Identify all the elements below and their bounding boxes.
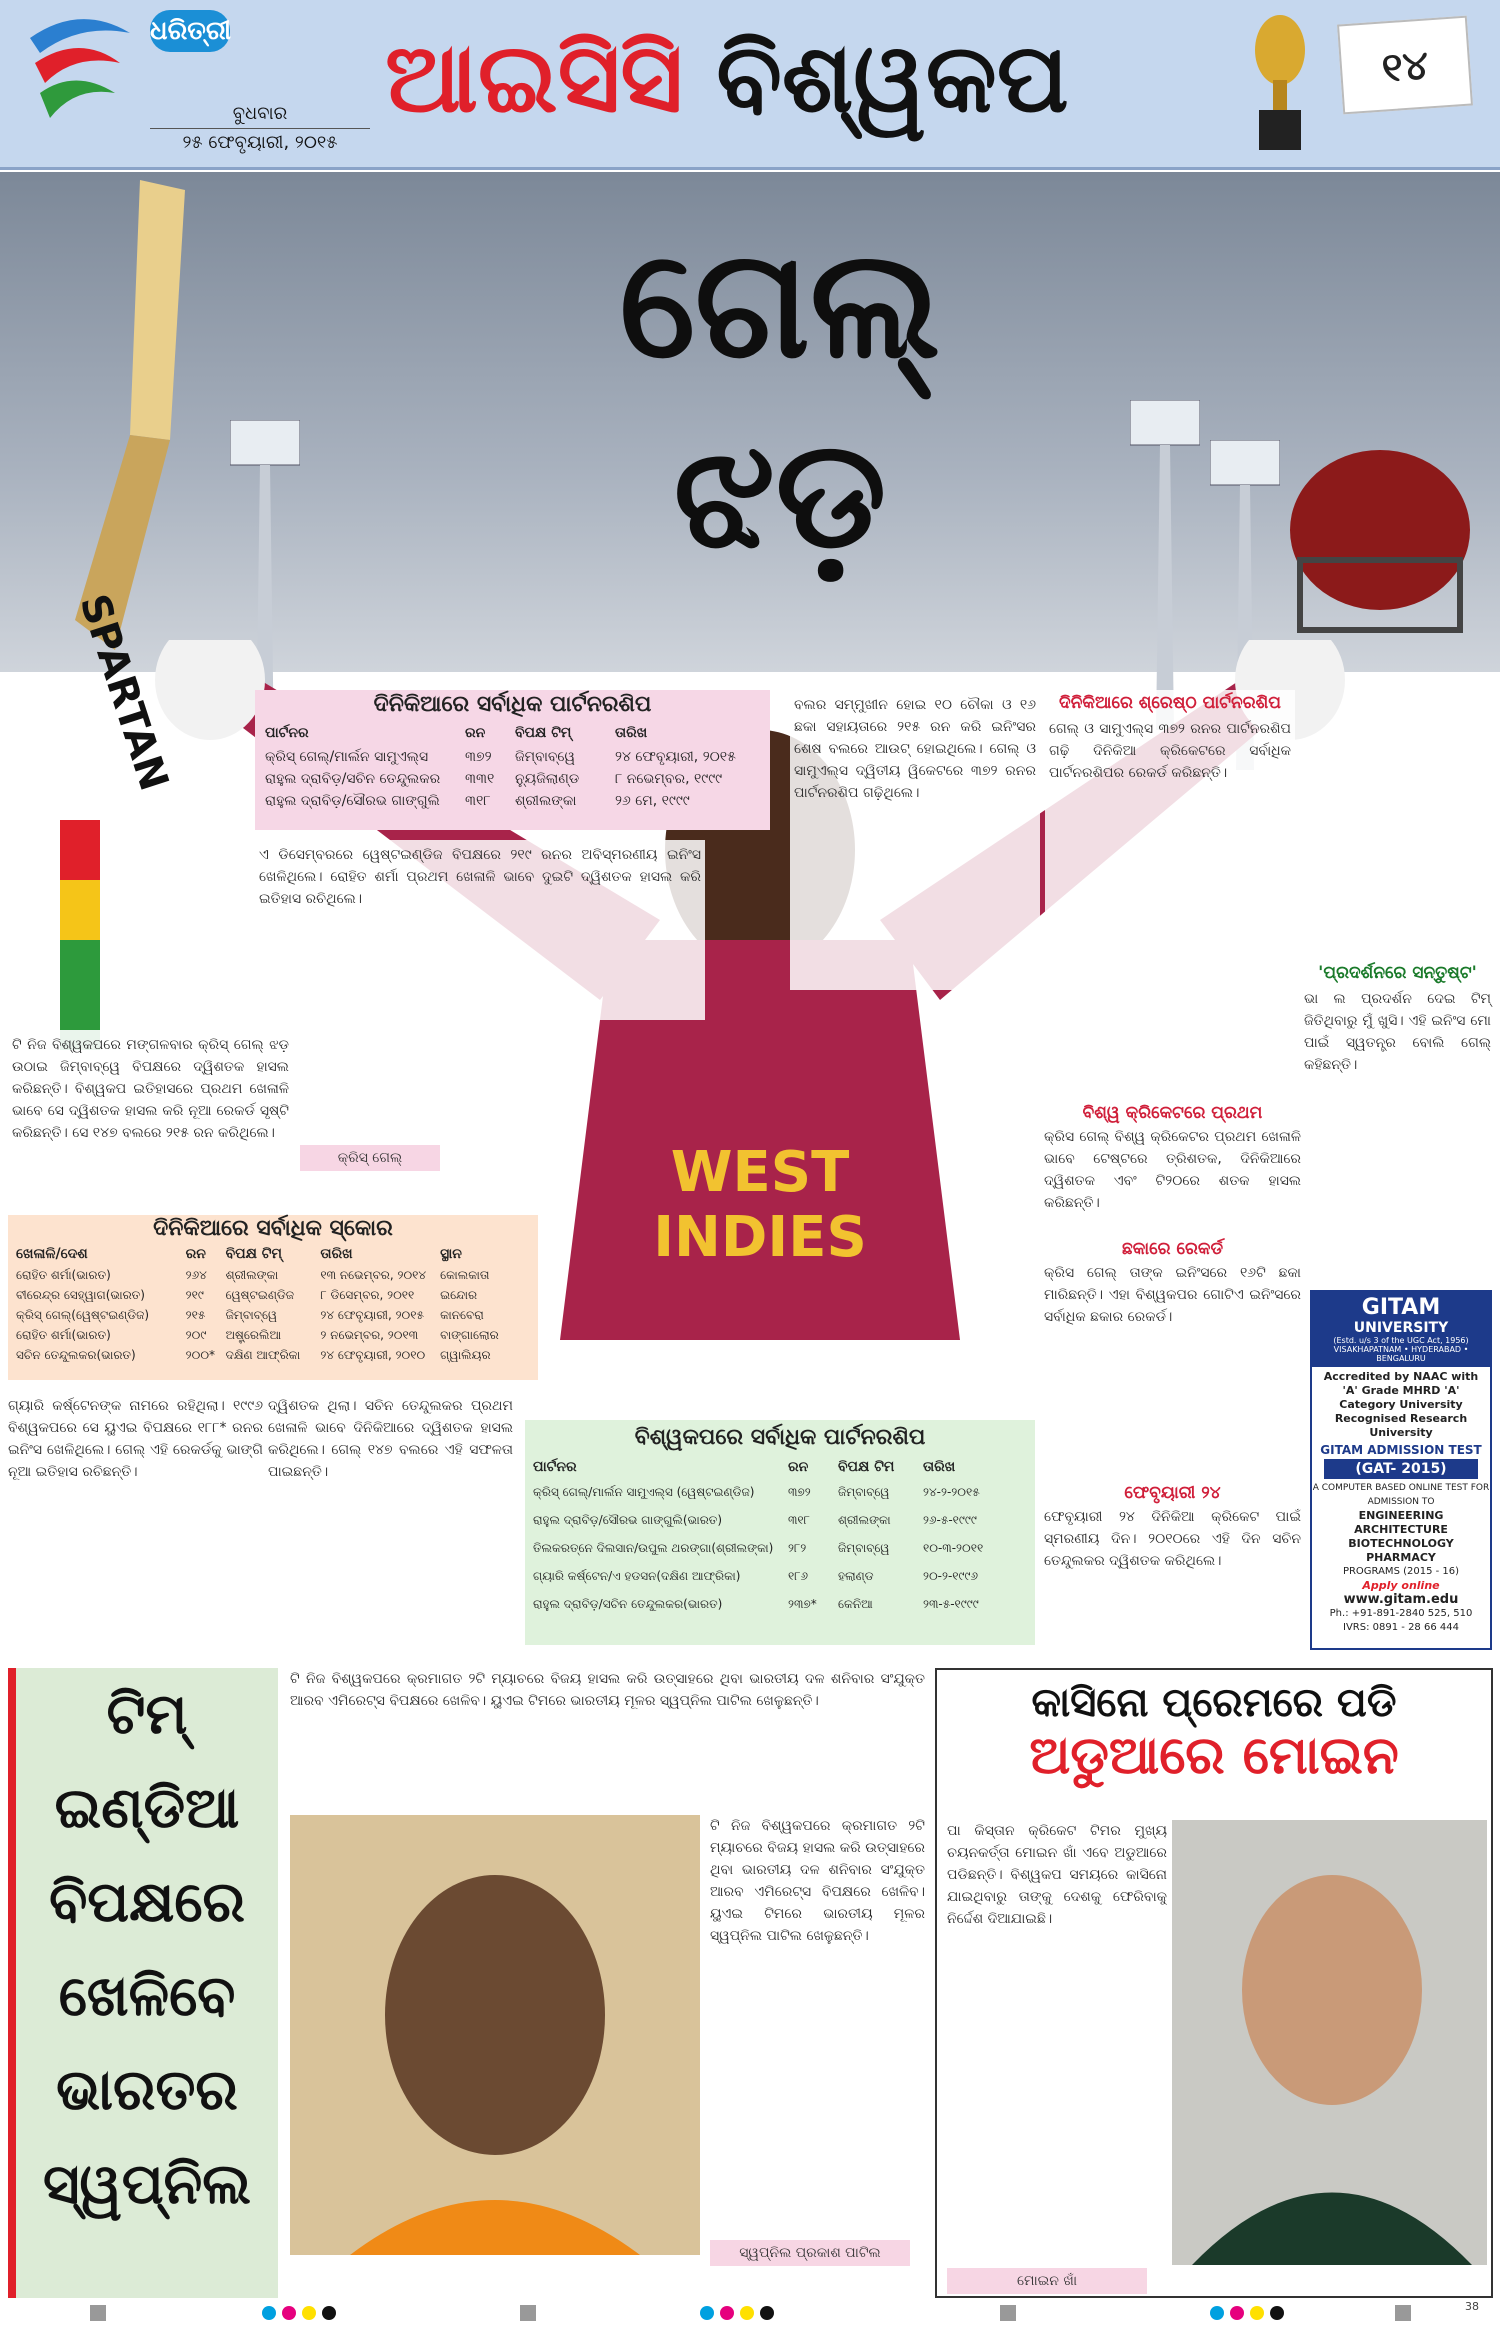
moin-photo	[1172, 1820, 1487, 2265]
table-cell: ଜିମ୍ବାବ୍ୱେ	[838, 1485, 890, 1499]
ad-accreditation: Accredited by NAAC with 'A' Grade MHRD 'A' Category University Recognised Research University	[1323, 1370, 1479, 1439]
article-lower-mid: ଦ୍ୱିଶତକ ଥିଲା। ସଚିନ ତେନ୍ଦୁଲକର ପ୍ରଥମ ଖେଳାଳି ଭାବେ ଦିନିକିଆରେ ଦ୍ୱିଶତକ ହାସଲ କରିଥିଲେ। ଗେଲ୍ ୧୪୭ ବଲରେ ଏହି ସଫଳତା ପାଇଛନ୍ତି।	[268, 1398, 513, 1480]
headline-line: ସ୍ୱପ୍ନିଲ	[43, 2152, 251, 2217]
table-row	[8, 1305, 538, 1325]
ad-test-code: (GAT- 2015)	[1324, 1459, 1478, 1479]
table-cell: ୩୭୨	[788, 1485, 811, 1499]
paper-logo-icon	[20, 8, 140, 128]
daily-partnership-table	[255, 690, 770, 830]
table-cell: କ୍ରିସ୍ ଗେଲ୍(ୱେଷ୍ଟଇଣ୍ଡିଜ)	[16, 1308, 150, 1322]
moin-headline-2: ଅଡୁଆରେ ମୋଇନ	[1029, 1726, 1399, 1786]
headline-line-1: ଗେଲ୍	[619, 218, 941, 392]
color-dot	[720, 2306, 734, 2320]
subhead-text: କ୍ରିସ ଗେଲ୍ ତାଙ୍କ ଇନିଂସରେ ୧୬ଟି ଛକା ମାରିଛନ୍ତି। ଏହା ବିଶ୍ୱକପର ଗୋଟିଏ ଇନିଂସରେ ସର୍ବାଧିକ ଛକାର ରେକର୍ଡ।	[1044, 1265, 1301, 1325]
paper-name-badge: ଧରିତ୍ରୀ	[150, 10, 230, 52]
color-dot	[760, 2306, 774, 2320]
moin-headline-1: କାସିନୋ ପ୍ରେମରେ ପଡି	[1031, 1680, 1397, 1726]
table-cell: ରାହୁଲ ଦ୍ରାବିଡ଼/ସୌରଭ ଗାଙ୍ଗୁଲି	[265, 793, 440, 809]
ad-name2: UNIVERSITY	[1353, 1320, 1449, 1336]
table-row	[525, 1562, 1035, 1590]
table-cell: ୩୧୮	[788, 1513, 810, 1527]
table-cell: ଇନ୍ଦୋର	[440, 1288, 478, 1302]
table-cell: ତିଲକରତ୍ନେ ଦିଲସାନ/ଉପୁଲ ଥରଙ୍ଗା(ଶ୍ରୀଲଙ୍କା)	[533, 1541, 774, 1555]
ad-program: PHARMACY	[1366, 1551, 1436, 1564]
table-cell: ଜିମ୍ବାବ୍ୱେ	[225, 1308, 278, 1322]
svg-text:SPARTAN: SPARTAN	[70, 588, 177, 797]
ad-ivrs: IVRS: 0891 - 28 66 444	[1343, 1622, 1459, 1633]
intro-text: ଏ ଡିସେମ୍ବରରେ ୱେଷ୍ଟଇଣ୍ଡିଜ ବିପକ୍ଷରେ ୨୧୯ ରନର ଅବିସ୍ମରଣୀୟ ଇନିଂସ ଖେଳିଥିଲେ। ରୋହିତ ଶର୍ମା ପ୍ରଥମ ଖେଳାଳି ଭାବେ ଦୁଇଟି ଦ୍ୱିଶତକ ହାସଲ କରି ଇତିହାସ ରଚିଥିଲେ।	[255, 840, 705, 1020]
headline-line: ଇଣ୍ଡିଆ	[54, 1776, 240, 1841]
reg-mark	[90, 2305, 106, 2321]
table-row	[255, 746, 770, 768]
color-dot	[1270, 2306, 1284, 2320]
ad-phone: Ph.: +91-891-2840 525, 510	[1329, 1608, 1473, 1619]
table-title: ବିଶ୍ୱକପରେ ସର୍ବାଧିକ ପାର୍ଟନରଶିପ	[634, 1425, 926, 1450]
table-cell: ଶ୍ରୀଲଙ୍କା	[838, 1513, 891, 1527]
quote-block	[1300, 960, 1495, 1190]
table-cell: କାନବେରା	[440, 1308, 484, 1322]
swapnil-headline-box	[8, 1668, 278, 2298]
subhead-text: ଫେବୃୟାରୀ ୨୪ ଦିନିକିଆ କ୍ରିକେଟ ପାଇଁ ସ୍ମରଣୀୟ ଦିନ। ୨୦୧୦ରେ ଏହି ଦିନ ସଚିନ ତେନ୍ଦୁଲକର ଦ୍ୱିଶତକ କରିଥିଲେ।	[1044, 1509, 1301, 1569]
table-cell: କେନିଆ	[838, 1597, 873, 1611]
table-cell: ୨୮୨	[788, 1541, 807, 1555]
record-sections	[1040, 1100, 1305, 1400]
table-cell: ଗ୍ୟାରି କର୍ଷ୍ଟେନ/ଏ ହଡସନ(ଦକ୍ଷିଣ ଆଫ୍ରିକା)	[533, 1569, 741, 1583]
headline	[420, 210, 1140, 710]
table-row	[255, 790, 770, 812]
table-row	[8, 1345, 538, 1365]
table-cell: ୨୦୯	[185, 1328, 207, 1342]
table-cell: ହଲାଣ୍ଡ	[838, 1569, 874, 1583]
table-cell: ୨୧୯	[185, 1288, 204, 1302]
col-header: ଖେଳାଳି/ଦେଶ	[16, 1246, 88, 1262]
table-cell: ୧୩ ନଭେମ୍ବର, ୨୦୧୪	[320, 1268, 427, 1282]
table-row	[255, 768, 770, 790]
subhead-text: କ୍ରିସ ଗେଲ୍ ବିଶ୍ୱ କ୍ରିକେଟର ପ୍ରଥମ ଖେଳାଳି ଭାବେ ଟେଷ୍ଟରେ ତ୍ରିଶତକ, ଦିନିକିଆରେ ଦ୍ୱିଶତକ ଏବଂ ଟି୨୦ରେ ଶତକ ହାସଲ କରିଛନ୍ତି।	[1044, 1129, 1301, 1211]
color-dot	[740, 2306, 754, 2320]
table-cell: ୮ ନଭେମ୍ବର, ୧୯୯୯	[615, 771, 723, 787]
table-row	[8, 1265, 538, 1285]
wc-partnership-table	[525, 1420, 1035, 1645]
table-cell: ବାଙ୍ଗାଲୋର	[440, 1328, 499, 1342]
subhead: ଦିନିକିଆରେ ଶ୍ରେଷ୍ଠ ପାର୍ଟନରଶିପ	[1059, 693, 1281, 713]
quote-text: ଭା ଲ ପ୍ରଦର୍ଶନ ଦେଇ ଟିମ୍ ଜିତିଥିବାରୁ ମୁଁ ଖୁସି। ଏହି ଇନିଂସ ମୋ ପାଇଁ ସ୍ୱତନ୍ତ୍ର ବୋଲି ଗେଲ୍ କହିଛନ୍ତି।	[1304, 991, 1491, 1073]
subhead-text: ଗେଲ୍ ଓ ସାମୁଏଲ୍ସ ୩୭୨ ରନର ପାର୍ଟନରଶିପ ଗଢ଼ି ଦିନିକିଆ କ୍ରିକେଟରେ ସର୍ବାଧିକ ପାର୍ଟନରଶିପର ରେକର୍ଡ କରିଛନ୍ତି।	[1049, 721, 1291, 781]
table-cell: ୨୩-୫-୧୯୯୯	[923, 1597, 979, 1611]
table-cell: ଶ୍ରୀଲଙ୍କା	[515, 793, 577, 809]
subhead: ବିଶ୍ୱ କ୍ରିକେଟରେ ପ୍ରଥମ	[1082, 1103, 1263, 1123]
color-dot	[282, 2306, 296, 2320]
ad-test-desc: A COMPUTER BASED ONLINE TEST FOR ADMISSION TO	[1312, 1483, 1490, 1507]
reg-mark	[1395, 2305, 1411, 2321]
table-cell: ୨୬୪	[185, 1268, 207, 1282]
ad-test-title: GITAM ADMISSION TEST	[1320, 1443, 1482, 1457]
color-dot	[700, 2306, 714, 2320]
table-row	[525, 1590, 1035, 1618]
table-cell: ୨୩୭*	[788, 1597, 817, 1611]
table-row	[525, 1534, 1035, 1562]
col-header: ତାରିଖ	[615, 725, 648, 741]
page-ref: 38	[1465, 2300, 1479, 2313]
table-cell: ୨ ନଭେମ୍ବର, ୨୦୧୩	[320, 1328, 419, 1342]
table-cell: ରୋହିତ ଶର୍ମା(ଭାରତ)	[16, 1268, 111, 1282]
table-row	[8, 1285, 538, 1305]
trophy-icon	[1245, 5, 1315, 155]
table-cell: କ୍ରିସ୍ ଗେଲ୍/ମାର୍ଲନ ସାମୁଏଲ୍ସ	[265, 749, 429, 765]
table-cell: ୨୧୫	[185, 1308, 206, 1322]
col-header: ରନ	[788, 1459, 809, 1475]
table-cell: ୨୦-୨-୧୯୯୬	[923, 1569, 979, 1583]
ad-program: ARCHITECTURE	[1354, 1523, 1448, 1536]
table-cell: ରାହୁଲ ଦ୍ରାବିଡ଼/ସୌରଭ ଗାଙ୍ଗୁଲି(ଭାରତ)	[533, 1513, 723, 1527]
gitam-advertisement[interactable]	[1310, 1290, 1492, 1650]
ad-header	[1312, 1292, 1490, 1367]
table-cell: ଜିମ୍ବାବ୍ୱେ	[838, 1541, 890, 1555]
brand-red-word: ଆଇସିସି	[385, 22, 683, 134]
col-header: ସ୍ଥାନ	[440, 1246, 462, 1262]
color-dot	[1210, 2306, 1224, 2320]
headline-line-2: ଝଡ଼	[673, 408, 887, 582]
swapnil-article-text: ଟି ନିଜ ବିଶ୍ୱକପରେ କ୍ରମାଗତ ୨ଟି ମ୍ୟାଚରେ ବିଜୟ ହାସଲ କରି ଉତ୍ସାହରେ ଥିବା ଭାରତୀୟ ଦଳ ଶନିବାର ସଂଯୁକ୍ତ ଆରବ ଏମିରେଟ୍ସ ବିପକ୍ଷରେ ଖେଳିବ। ୟୁଏଇ ଟିମରେ ଭାରତୀୟ ମୂଳର ସ୍ୱପ୍ନିଲ ପାଟିଲ ଖେଳୁଛନ୍ତି।	[290, 1671, 925, 1709]
table-cell: ନ୍ୟୁଜିଲାଣ୍ଡ	[515, 771, 580, 787]
table-cell: ଦକ୍ଷିଣ ଆଫ୍ରିକା	[225, 1348, 301, 1362]
table-cell: ୩୭୨	[465, 749, 492, 765]
table-title: ଦିନିକିଆରେ ସର୍ବାଧିକ ପାର୍ଟନରଶିପ	[373, 692, 652, 717]
col-header: ତାରିଖ	[320, 1246, 353, 1262]
table-cell: କୋଲକାତା	[440, 1268, 490, 1282]
color-dot	[322, 2306, 336, 2320]
table-cell: ରାହୁଲ ଦ୍ରାବିଡ଼/ସଚିନ ତେନ୍ଦୁଲକର(ଭାରତ)	[533, 1597, 723, 1611]
col-header: ବିପକ୍ଷ ଟିମ	[838, 1459, 895, 1475]
ad-estd: (Estd. u/s 3 of the UGC Act, 1956)	[1333, 1336, 1469, 1345]
photo-caption-moin: ମୋଇନ ଖାଁ	[947, 2268, 1147, 2294]
table-row	[525, 1506, 1035, 1534]
ad-website[interactable]: www.gitam.edu	[1343, 1592, 1459, 1607]
helmet-icon	[1280, 440, 1480, 660]
moin-article-box	[935, 1668, 1493, 2298]
table-row	[525, 1478, 1035, 1506]
table-cell: ୩୩୧	[465, 771, 495, 787]
photo-caption-gayle: କ୍ରିସ୍ ଗେଲ୍	[300, 1145, 440, 1171]
reg-mark	[1000, 2305, 1016, 2321]
table-cell: ୮ ଡିସେମ୍ବର, ୨୦୧୧	[320, 1288, 415, 1302]
section-brand	[385, 8, 1235, 148]
ad-name: GITAM	[1361, 1295, 1441, 1320]
article-lower-left: ଗ୍ୟାରି କର୍ଷ୍ଟେନଙ୍କ ନାମରେ ରହିଥିଲା। ୧୯୯୬ ବିଶ୍ୱକପରେ ସେ ୟୁଏଇ ବିପକ୍ଷରେ ୧୮୮* ରନର ଇନିଂସ ଖେଳିଥିଲେ। ଗେଲ୍ ଏହି ରେକର୍ଡକୁ ଭାଙ୍ଗି ନୂଆ ଇତିହାସ ରଚିଛନ୍ତି।	[8, 1398, 263, 1480]
table-cell: ୨୪ ଫେବୃୟାରୀ, ୨୦୧୫	[615, 749, 736, 765]
table-cell: ୧୦-୩-୨୦୧୧	[923, 1541, 984, 1555]
reg-mark	[520, 2305, 536, 2321]
table-cell: ବୀରେନ୍ଦ୍ର ସେହ୍ୱାଗ(ଭାରତ)	[16, 1288, 145, 1302]
col-header: ପାର୍ଟନର	[533, 1459, 577, 1475]
col-header: ତାରିଖ	[923, 1459, 956, 1475]
color-dot	[262, 2306, 276, 2320]
table-cell: ୨୪-୨-୨୦୧୫	[923, 1485, 980, 1499]
table-header-row	[525, 1456, 1035, 1478]
table-header-row	[255, 720, 770, 746]
col-header: ବିପକ୍ଷ ଟିମ୍	[225, 1246, 282, 1262]
subhead: ଛକାରେ ରେକର୍ଡ	[1121, 1239, 1224, 1259]
day-label: ବୁଧବାର	[232, 103, 288, 124]
dateline	[150, 100, 370, 158]
brand-black-word: ବିଶ୍ୱକପ	[716, 22, 1069, 134]
jersey-text: WEST INDIES	[653, 1140, 867, 1270]
table-cell: ଅଷ୍ଟ୍ରେଲିଆ	[225, 1328, 282, 1342]
quote-subhead: 'ପ୍ରଦର୍ଶନରେ ସନ୍ତୁଷ୍ଟ'	[1318, 963, 1477, 983]
color-dot	[302, 2306, 316, 2320]
subhead: ଫେବୃୟାରୀ ୨୪	[1124, 1483, 1221, 1503]
headline-line: ଭାରତର	[56, 2058, 238, 2123]
table-cell: ଜିମ୍ବାବ୍ୱେ	[515, 749, 576, 765]
col-header: ପାର୍ଟନର	[265, 725, 309, 741]
page-number: ୧୪	[1337, 16, 1473, 115]
ad-apply: Apply online	[1362, 1579, 1440, 1592]
headline-line: ଖେଳିବେ	[58, 1964, 236, 2029]
table-cell: ୨୪ ଫେବୃୟାରୀ, ୨୦୧୫	[320, 1308, 424, 1322]
col-header: ବିପକ୍ଷ ଟିମ୍	[515, 725, 572, 741]
color-dot	[1250, 2306, 1264, 2320]
table-header-row	[8, 1243, 538, 1265]
feb24-section	[1040, 1480, 1305, 1650]
col-header: ରନ	[185, 1246, 206, 1262]
color-dot	[1230, 2306, 1244, 2320]
table-cell: ୩୧୮	[465, 793, 491, 809]
lead-paragraph: ଟି ନିଜ ବିଶ୍ୱକପରେ ମଙ୍ଗଳବାର କ୍ରିସ୍ ଗେଲ୍ ଝଡ଼ ଉଠାଇ ଜିମ୍ବାବ୍ୱେ ବିପକ୍ଷରେ ଦ୍ୱିଶତକ ହାସଲ କରିଛନ୍ତି। ବିଶ୍ୱକପ ଇତିହାସରେ ପ୍ରଥମ ଖେଳାଳି ଭାବେ ସେ ଦ୍ୱିଶତକ ହାସଲ କରି ନୂଆ ରେକର୍ଡ ସୃଷ୍ଟି କରିଛନ୍ତି। ସେ ୧୪୭ ବଲରେ ୨୧୫ ରନ କରିଥିଲେ।	[8, 1030, 293, 1200]
table-cell: ୨୬-୫-୧୯୯୯	[923, 1513, 977, 1527]
table-cell: ଶ୍ରୀଲଙ୍କା	[225, 1268, 279, 1282]
table-cell: ୨୬ ମେ, ୧୯୯୯	[615, 793, 690, 809]
cricket-bat-icon	[20, 180, 200, 1050]
table-cell: ୨୦୦*	[185, 1348, 216, 1362]
swapnil-article-cont: ଟି ନିଜ ବିଶ୍ୱକପରେ କ୍ରମାଗତ ୨ଟି ମ୍ୟାଚରେ ବିଜୟ ହାସଲ କରି ଉତ୍ସାହରେ ଥିବା ଭାରତୀୟ ଦଳ ଶନିବାର ସଂଯୁକ୍ତ ଆରବ ଏମିରେଟ୍ସ ବିପକ୍ଷରେ ଖେଳିବ। ୟୁଏଇ ଟିମରେ ଭାରତୀୟ ମୂଳର ସ୍ୱପ୍ନିଲ ପାଟିଲ ଖେଳୁଛନ୍ତି।	[710, 1818, 925, 1944]
headline-line: ଟିମ୍	[106, 1682, 188, 1747]
table-cell: ଗ୍ୱାଲିୟର	[440, 1348, 491, 1362]
photo-caption-swapnil: ସ୍ୱପ୍ନିଲ ପ୍ରକାଶ ପାଟିଲ	[710, 2240, 910, 2266]
moin-article-text: ପା କିସ୍ତାନ କ୍ରିକେଟ ଟିମର ମୁଖ୍ୟ ଚୟନକର୍ତ୍ତା ମୋଇନ ଖାଁ ଏବେ ଅଡୁଆରେ ପଡିଛନ୍ତି। ବିଶ୍ୱକପ ସମୟରେ କାସିନୋ ଯାଇଥିବାରୁ ତାଙ୍କୁ ଦେଶକୁ ଫେରିବାକୁ ନିର୍ଦ୍ଦେଶ ଦିଆଯାଇଛି।	[947, 1823, 1167, 1927]
headline-line: ବିପକ୍ଷରେ	[49, 1870, 245, 1935]
table-cell: ରୋହିତ ଶର୍ମା(ଭାରତ)	[16, 1328, 111, 1342]
ad-program: ENGINEERING	[1358, 1509, 1444, 1522]
table-cell: ୨୪ ଫେବୃୟାରୀ, ୨୦୧୦	[320, 1348, 426, 1362]
article-right-column: ବଲର ସମ୍ମୁଖୀନ ହୋଇ ୧୦ ଚୌକା ଓ ୧୬ ଛକା ସହାୟତାରେ ୨୧୫ ରନ କରି ଇନିଂସର ଶେଷ ବଲରେ ଆଉଟ୍ ହୋଇଥିଲେ। ଗେଲ୍ ଓ ସାମୁଏଲ୍ସ ଦ୍ୱିତୀୟ ୱିକେଟରେ ୩୭୨ ରନର ପାର୍ଟନରଶିପ ଗଢ଼ିଥିଲେ।	[790, 690, 1040, 990]
ad-program-years: PROGRAMS (2015 - 16)	[1342, 1566, 1460, 1577]
table-cell: ରାହୁଲ ଦ୍ରାବିଡ଼/ସଚିନ ତେନ୍ଦୁଲକର	[265, 771, 441, 787]
article-far-right-column	[1045, 690, 1295, 990]
table-cell: ୧୮୬	[788, 1569, 809, 1583]
table-row	[8, 1325, 538, 1345]
table-title: ଦିନିକିଆରେ ସର୍ବାଧିକ ସ୍କୋର	[153, 1216, 393, 1241]
table-cell: ୱେଷ୍ଟଇଣ୍ଡିଜ	[225, 1288, 295, 1302]
table-cell: କ୍ରିସ୍ ଗେଲ୍/ମାର୍ଲନ ସାମୁଏଲ୍ସ (ୱେଷ୍ଟଇଣ୍ଡିଜ)	[533, 1485, 755, 1499]
col-header: ରନ	[465, 725, 486, 741]
ad-cities: VISAKHAPATNAM • HYDERABAD • BENGALURU	[1333, 1345, 1469, 1363]
table-cell: ସଚିନ ତେନ୍ଦୁଲକର(ଭାରତ)	[16, 1348, 136, 1362]
swapnil-photo	[290, 1815, 700, 2255]
date-label: ୨୫ ଫେବୃୟାରୀ, ୨୦୧୫	[150, 128, 370, 157]
ad-program: BIOTECHNOLOGY	[1348, 1537, 1454, 1550]
daily-score-table	[8, 1215, 538, 1380]
